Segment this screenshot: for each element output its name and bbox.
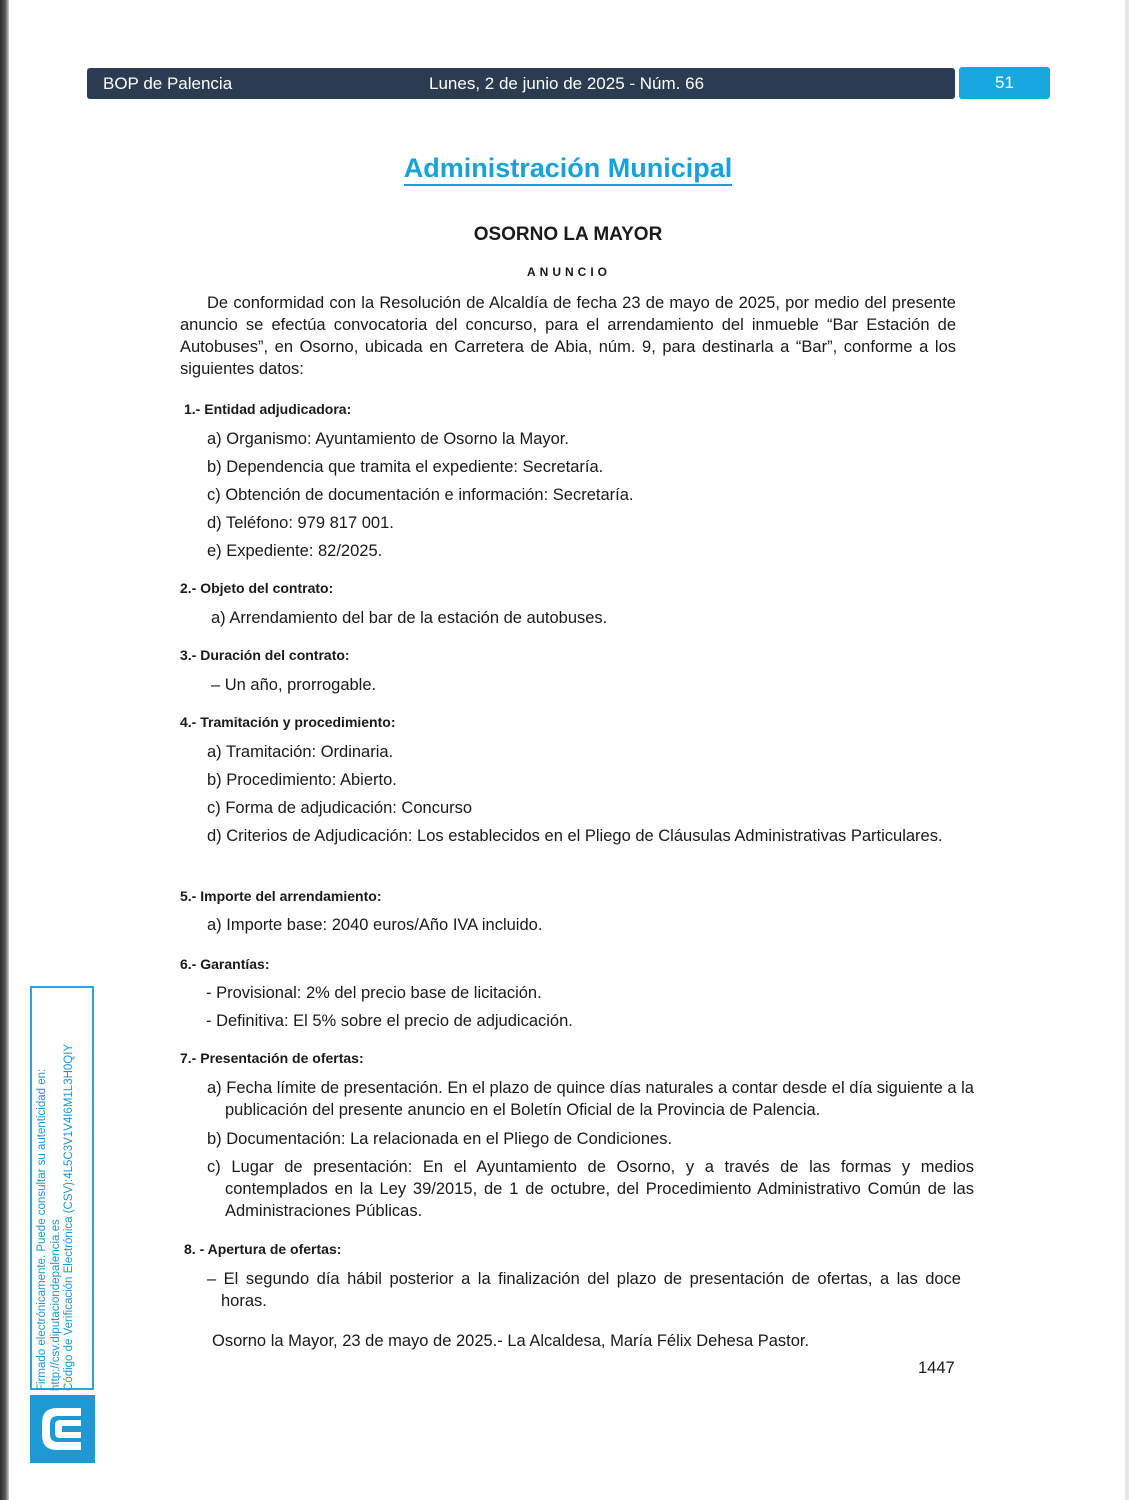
section-8-item: – El segundo día hábil posterior a la finalización del plazo de presentación de ofertas, a las doce horas. <box>207 1270 961 1310</box>
section-7-item: b) Documentación: La relacionada en el Pliego de Condiciones. <box>207 1130 673 1148</box>
section-2-title: 2.- Objeto del contrato: <box>180 580 334 596</box>
section-1-item: c) Obtención de documentación e información: Secretaría. <box>207 486 634 504</box>
section-6-item: - Definitiva: El 5% sobre el precio de adjudicación. <box>206 1012 573 1030</box>
signature-line: Osorno la Mayor, 23 de mayo de 2025.- La Alcaldesa, María Félix Dehesa Pastor. <box>212 1332 810 1350</box>
section-1-item: d) Teléfono: 979 817 001. <box>207 514 394 532</box>
stamp-line-signed: Firmado electrónicamente. Puede consultar su autenticidad en: <box>36 1068 48 1391</box>
section-1-item: a) Organismo: Ayuntamiento de Osorno la Mayor. <box>207 430 569 448</box>
header-bar <box>87 68 955 99</box>
stamp-line-url[interactable]: http://csv.diputaciondepalencia.es <box>49 1219 62 1391</box>
section-title-text: Administración Municipal <box>404 153 733 186</box>
section-5-item: a) Importe base: 2040 euros/Año IVA incluido. <box>207 916 543 934</box>
document-type: ANUNCIO <box>527 265 611 279</box>
reference-number: 1447 <box>918 1359 955 1377</box>
section-1-title: 1.- Entidad adjudicadora: <box>184 401 352 417</box>
issue-date: Lunes, 2 de junio de 2025 - Núm. 66 <box>429 74 705 93</box>
section-5-title: 5.- Importe del arrendamiento: <box>180 888 382 904</box>
section-4-title: 4.- Tramitación y procedimiento: <box>180 714 396 730</box>
section-7-item: c) Lugar de presentación: En el Ayuntamiento de Osorno, y a través de las formas y medios contemplados en la Ley 39/2015, de 1 de octubre, del Procedimiento Administrativo Común de las Administraciones Públicas. <box>207 1158 974 1220</box>
section-3-item: – Un año, prorrogable. <box>211 676 377 694</box>
verification-stamp-text <box>36 989 77 1391</box>
page-number: 51 <box>959 67 1050 99</box>
section-7-title: 7.- Presentación de ofertas: <box>180 1050 364 1066</box>
section-1-item: e) Expediente: 82/2025. <box>207 542 383 560</box>
section-title <box>0 153 1129 184</box>
section-6-item: - Provisional: 2% del precio base de licitación. <box>206 984 542 1002</box>
section-4-item: c) Forma de adjudicación: Concurso <box>207 799 473 817</box>
section-2-item: a) Arrendamiento del bar de la estación de autobuses. <box>211 609 608 627</box>
section-4-item: d) Criterios de Adjudicación: Los establecidos en el Pliego de Cláusulas Administrativas Particulares. <box>207 827 943 845</box>
diputacion-logo-icon <box>30 1395 95 1463</box>
section-1-item: b) Dependencia que tramita el expediente: Secretaría. <box>207 458 604 476</box>
section-4-item: b) Procedimiento: Abierto. <box>207 771 397 789</box>
section-7-item: a) Fecha límite de presentación. En el plazo de quince días naturales a contar desde el día siguiente a la publicación del presente anuncio en el Boletín Oficial de la Provincia de Palencia. <box>207 1079 974 1119</box>
publication-name: BOP de Palencia <box>103 74 233 93</box>
section-8-title: 8. - Apertura de ofertas: <box>184 1241 342 1257</box>
intro-paragraph: De conformidad con la Resolución de Alcaldía de fecha 23 de mayo de 2025, por medio del presente anuncio se efectúa convocatoria del concurso, para el arrendamiento del inmueble “Bar Estación de Autobuses”, en Osorno, ubicada en Carretera de Abia, núm. 9, para destinarla a “Bar”, conforme a los siguientes datos: <box>180 294 956 378</box>
section-3-title: 3.- Duración del contrato: <box>180 647 350 663</box>
stamp-line-csv: Código de Verificación Electrónica (CSV):4L5C3V1V4I6M1L3H0QIY <box>63 1043 75 1391</box>
section-4-item: a) Tramitación: Ordinaria. <box>207 743 394 761</box>
municipality-heading: OSORNO LA MAYOR <box>473 224 663 245</box>
section-6-title: 6.- Garantías: <box>180 956 270 972</box>
